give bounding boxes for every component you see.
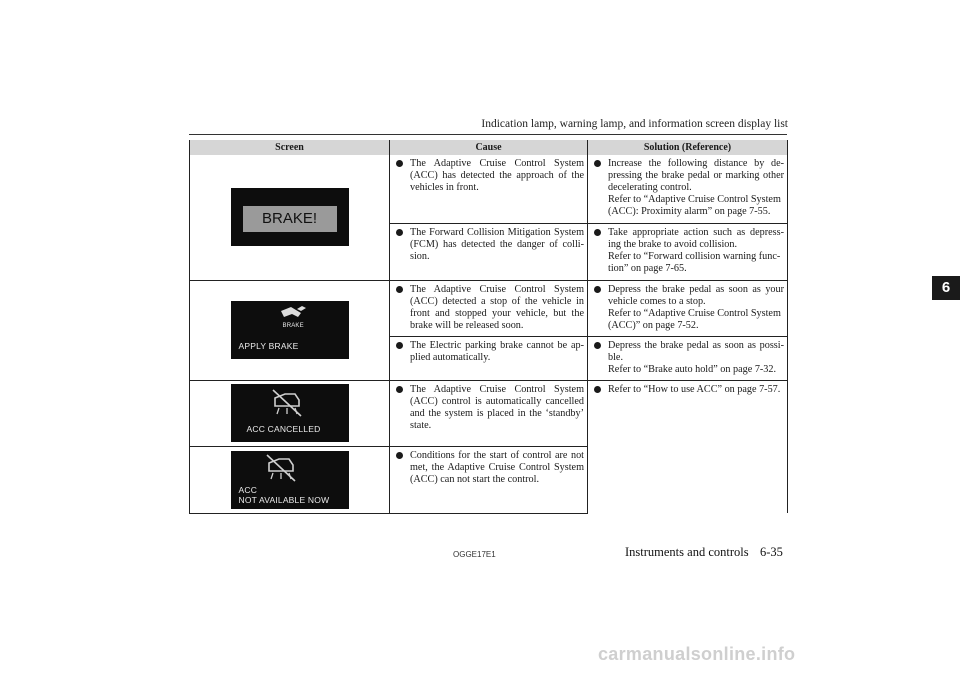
header-rule [189,134,787,135]
page-number: 6-35 [760,545,783,559]
chapter-tab: 6 [932,276,960,300]
screen-cell-brake [190,155,390,280]
solution-reference: Refer to “Brake auto hold” on page 7-32. [608,363,777,375]
bullet-icon [594,160,601,167]
bullet-icon [594,386,601,393]
cause-text: Conditions for the start of control are not met, the Adaptive Cruise Control System (ACC) can not start the control. [410,449,584,485]
cause-cell [390,380,588,446]
acc-cancelled-text: ACC CANCELLED [246,424,321,434]
cause-cell [390,280,588,336]
document-code: OGGE17E1 [453,550,496,559]
display-list-table [189,140,788,514]
cause-cell [390,446,588,513]
page-header-title: Indication lamp, warning lamp, and information screen display list [481,118,788,130]
screen-cell-acc-cancelled [190,380,390,446]
cause-text: The Electric parking brake cannot be ap-plied automatically. [410,339,584,363]
bullet-icon [396,452,403,459]
solution-reference: Refer to “Forward collision warning func-tion” on page 7-65. [608,250,781,274]
bullet-icon [396,160,403,167]
column-header-cause: Cause [390,140,588,155]
cause-cell [390,336,588,380]
not-available-text: NOT AVAILABLE NOW [238,494,330,505]
bullet-icon [594,342,601,349]
screen-cell-apply-brake [190,280,390,380]
solution-cell [588,155,788,223]
screen-acc-cancelled [231,384,349,442]
screen-apply-brake [231,301,349,359]
solution-text: Refer to “How to use ACC” on page 7-57. [608,383,781,395]
bullet-icon [396,342,403,349]
solution-cell [588,380,788,513]
cause-text: The Adaptive Cruise Control System (ACC) detected a stop of the vehicle in front and stopped your vehicle, but the brake will be released soon. [410,283,584,331]
apply-brake-text: APPLY BRAKE [238,341,299,351]
bullet-icon [396,386,403,393]
solution-text: Depress the brake pedal as soon as possi-ble. [608,339,784,363]
solution-text: Take appropriate action such as depress-ing the brake to avoid collision. [608,226,784,250]
bullet-icon [594,286,601,293]
cause-text: The Adaptive Cruise Control System (ACC) has detected the approach of the vehicles in front. [410,158,584,193]
cause-text: The Adaptive Cruise Control System (ACC) control is automatically cancelled and the system is placed in the ‘standby’ state. [410,383,584,431]
screen-acc-not-available [231,451,349,509]
cause-cell [390,223,588,280]
solution-text: Increase the following distance by de-pressing the brake pedal or marking other decelerating control. [608,158,784,193]
solution-text: Depress the brake pedal as soon as your vehicle comes to a stop. [608,283,784,307]
solution-reference: Refer to “Adaptive Cruise Control System (ACC)” on page 7-52. [608,307,781,331]
screen-cell-acc-not-available [190,446,390,513]
solution-reference: Refer to “Adaptive Cruise Control System (ACC): Proximity alarm” on page 7-55. [608,194,781,217]
bullet-icon [594,229,601,236]
cause-cell [390,155,588,223]
solution-cell [588,223,788,280]
watermark: carmanualsonline.info [598,644,796,664]
brake-warning-text: BRAKE! [243,206,337,232]
acc-label: ACC [238,484,258,495]
brake-icon-label: BRAKE [282,323,304,329]
column-header-screen: Screen [190,140,390,155]
column-header-solution: Solution (Reference) [588,140,788,155]
screen-brake-warning [231,188,349,246]
cause-text: The Forward Collision Mitigation System (FCM) has detected the danger of colli-sion. [410,226,584,262]
solution-cell [588,280,788,336]
bullet-icon [396,229,403,236]
bullet-icon [396,286,403,293]
footer-section-title: Instruments and controls [625,545,749,559]
solution-cell [588,336,788,380]
